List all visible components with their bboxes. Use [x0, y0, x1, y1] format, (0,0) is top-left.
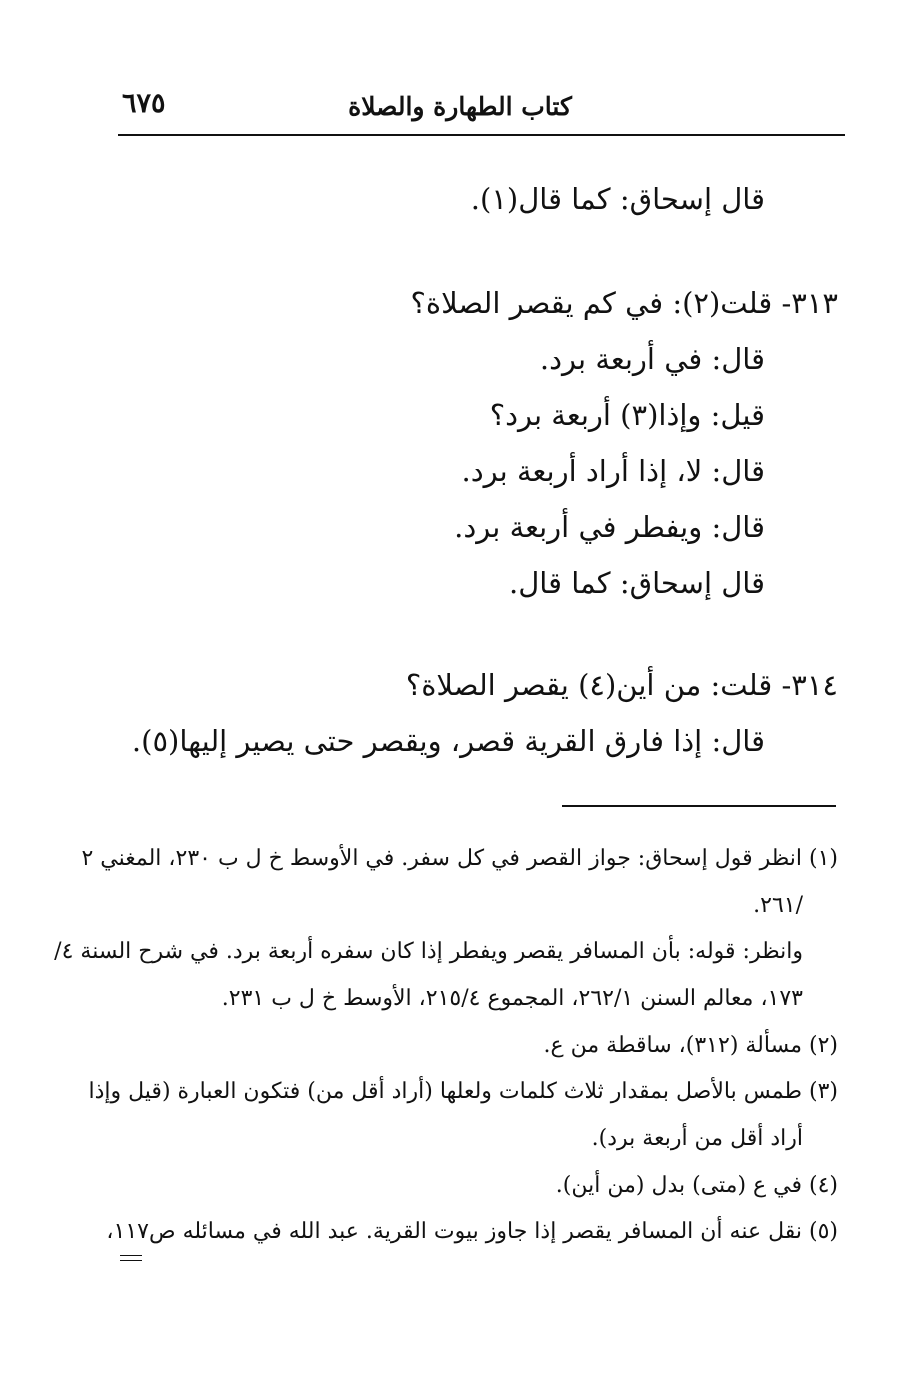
running-header-title: كتاب الطهارة والصلاة: [348, 92, 572, 121]
footnote-1-continued: /٢٦١.: [753, 893, 803, 918]
continuation-mark: [120, 1255, 142, 1265]
answer-314: قال: إذا فارق القرية قصر، ويقصر حتى يصير إليها(٥).: [131, 724, 765, 758]
header-rule: [118, 134, 845, 136]
footnote-1: (١) انظر قول إسحاق: جواز القصر في كل سفر. في الأوسط خ ل ب ٢٣٠، المغني ٢: [81, 846, 838, 871]
question-313: ٣١٣- قلت(٢): في كم يقصر الصلاة؟: [410, 286, 838, 320]
footnote-3: (٣) طمس بالأصل بمقدار ثلاث كلمات ولعلها (أراد أقل من) فتكون العبارة (قيل وإذا: [88, 1079, 838, 1104]
text-line-ishaq: قال إسحاق: كما قال(١).: [470, 182, 765, 216]
footnote-1-see-also: وانظر: قوله: بأن المسافر يقصر ويفطر إذا كان سفره أربعة برد. في شرح السنة ٤/: [54, 939, 803, 964]
page-number: ٦٧٥: [122, 88, 166, 119]
answer-313-3: قال: لا، إذا أراد أربعة برد.: [461, 454, 765, 488]
footnote-5: (٥) نقل عنه أن المسافر يقصر إذا جاوز بيوت القرية. عبد الله في مسائله ص١١٧،: [106, 1219, 838, 1244]
footnote-2: (٢) مسألة (٣١٢)، ساقطة من ع.: [543, 1033, 838, 1058]
answer-313-1: قال: في أربعة برد.: [539, 342, 765, 376]
footnote-3-continued: أراد أقل من أربعة برد).: [591, 1126, 803, 1151]
footnote-separator: [562, 805, 836, 807]
answer-313-4: قال: ويفطر في أربعة برد.: [454, 510, 765, 544]
answer-313-5: قال إسحاق: كما قال.: [508, 566, 765, 600]
footnote-1-see-also-continued: ١٧٣، معالم السنن ٢٦٢/١، المجموع ٢١٥/٤، الأوسط خ ل ب ٢٣١.: [221, 986, 803, 1011]
footnote-4: (٤) في ع (متى) بدل (من أين).: [555, 1173, 838, 1198]
question-314: ٣١٤- قلت: من أين(٤) يقصر الصلاة؟: [405, 668, 838, 702]
answer-313-2: قيل: وإذا(٣) أربعة برد؟: [489, 398, 765, 432]
